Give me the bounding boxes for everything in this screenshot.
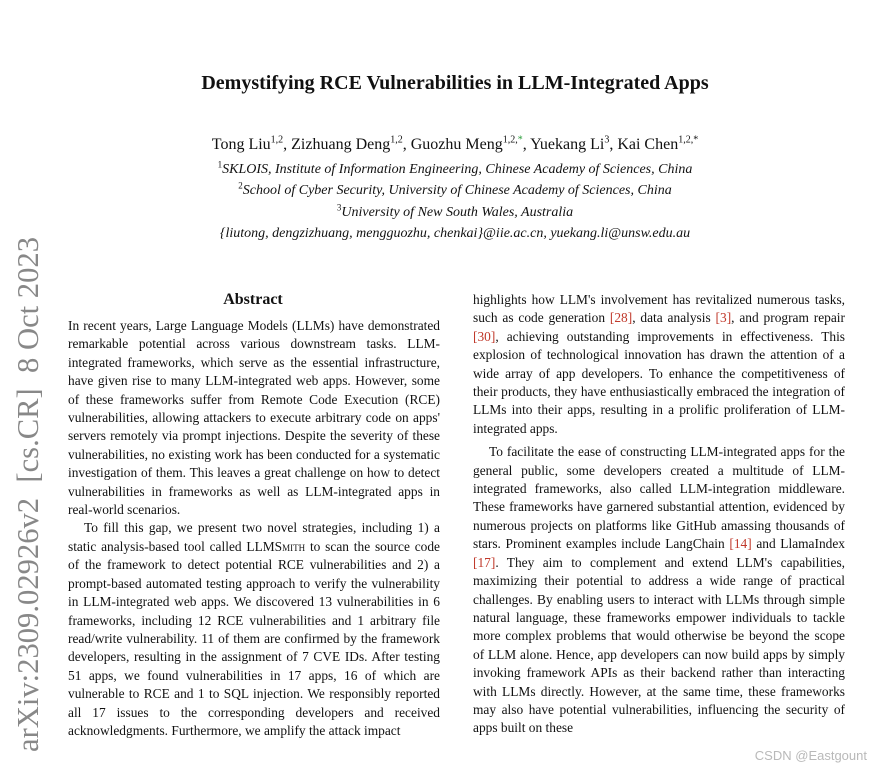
author: Yuekang Li$^3$, [530,134,618,153]
abstract-heading: Abstract [223,291,283,308]
affiliation-3: $^3$University of New South Wales, Australia [336,202,574,220]
author: Guozhu Meng$^{1,2,*}$, [410,134,531,153]
arxiv-identifier: arXiv:2309.02926v2 [cs.CR] 8 Oct 2023 [10,230,45,752]
body-paragraph-2: To facilitate the ease of constructing LLM-integrated apps for the general public, some developers created a multitude of LLM-integrated frameworks, also called LLM-integration middleware. These frameworks have garnered substantial attention, evidenced by numerous projects on platforms like GitHub amassing thousands of stars. Prominent examples include LangChain [14] and LlamaIndex [17]. They aim to complement and extend LLM's capabilities, maximizing their potential to address a wide range of practical challenges. By enabling users to interact with LLMs through simple natural language, these frameworks empower individuals to tackle more complex problems that would otherwise be beyond the scope of LLM alone. Hence, app developers can now build apps by simply invoking framework APIs as their backend rather than interacting with LLMs directly. However, at the same time, these frameworks may also have potential vulnerabilities, influencing the security of apps built on these [473,444,845,736]
affiliation-2: $^2$School of Cyber Security, University of Chinese Academy of Sciences, China [238,180,672,198]
citation-link[interactable]: [30] [473,328,496,344]
citation-link[interactable]: [3] [715,310,732,326]
citation-link[interactable]: [17] [473,554,496,570]
arxiv-stamp [0,0,46,773]
author: Tong Liu$^{1,2}$, [211,134,292,153]
author-list [60,134,850,156]
paper-title: Demystifying RCE Vulnerabilities in LLM-Integrated Apps [201,72,709,94]
citation-link[interactable]: [28] [609,310,633,326]
author: Kai Chen$^{1,2,*}$ [617,134,699,153]
author-emails: {liutong, dengzizhuang, mengguozhu, chenkai}@iie.ac.cn, yuekang.li@unsw.edu.au [219,226,691,241]
abstract-paragraph-2: To fill this gap, we present two novel strategies, including 1) a static analysis-based tool called LLMSmith to scan the source code of the framework to detect potential RCE vulnerabilities and 2) a prompt-based automated testing approach to verify the vulnerability in LLM-integrated web apps. We discovered 13 vulnerabilities in 6 frameworks, including 12 RCE vulnerabilities and 1 arbitrary file read/write vulnerability. 11 of them are confirmed by the framework developers, resulting in the assignment of 7 CVE IDs. After testing 51 apps, we found vulnerabilities in 17 apps, 16 of which are vulnerable to RCE and 1 to SQL injection. We responsibly reported all 17 issues to the corresponding developers and received acknowledgments. Furthermore, we amplify the attack impact [68,520,440,738]
tool-name: LLMSmith [246,538,306,554]
body-column-right [473,291,845,773]
corresponding-author-mark: * [693,134,699,146]
corresponding-author-mark: * [517,134,523,146]
abstract-paragraph-1: In recent years, Large Language Models (LLMs) have demonstrated remarkable potential across various downstream tasks. LLM-integrated frameworks, which serve as the essential infrastructure, have given rise to many LLM-integrated web apps. However, some of these frameworks suffer from Remote Code Execution (RCE) vulnerabilities, allowing attackers to execute arbitrary code on apps' servers remotely via prompt injections. Despite the severity of these vulnerabilities, no existing work has been conducted for a systematic investigation of them. This leaves a great challenge on how to detect vulnerabilities in frameworks as well as LLM-integrated apps in real-world scenarios. [68,318,440,518]
watermark: CSDN @Eastgount [754,748,867,763]
abstract-column [68,317,440,773]
body-paragraph-1: highlights how LLM's involvement has revitalized numerous tasks, such as code generation [28], data analysis [3], and program repair [30], achieving outstanding improvements in effectiveness. This explosion of technological innovation has drawn the attention of a wide array of app developers. To enhance the competitiveness of their products, they have enthusiastically embraced the integration of LLMs into their apps, resulting in a prolific proliferation of LLM-integrated apps. [473,292,845,436]
affiliation-1: $^1$SKLOIS, Institute of Information Engineering, Chinese Academy of Sciences, China [217,159,693,177]
citation-link[interactable]: [14] [729,536,752,552]
author: Zizhuang Deng$^{1,2}$, [291,134,411,153]
